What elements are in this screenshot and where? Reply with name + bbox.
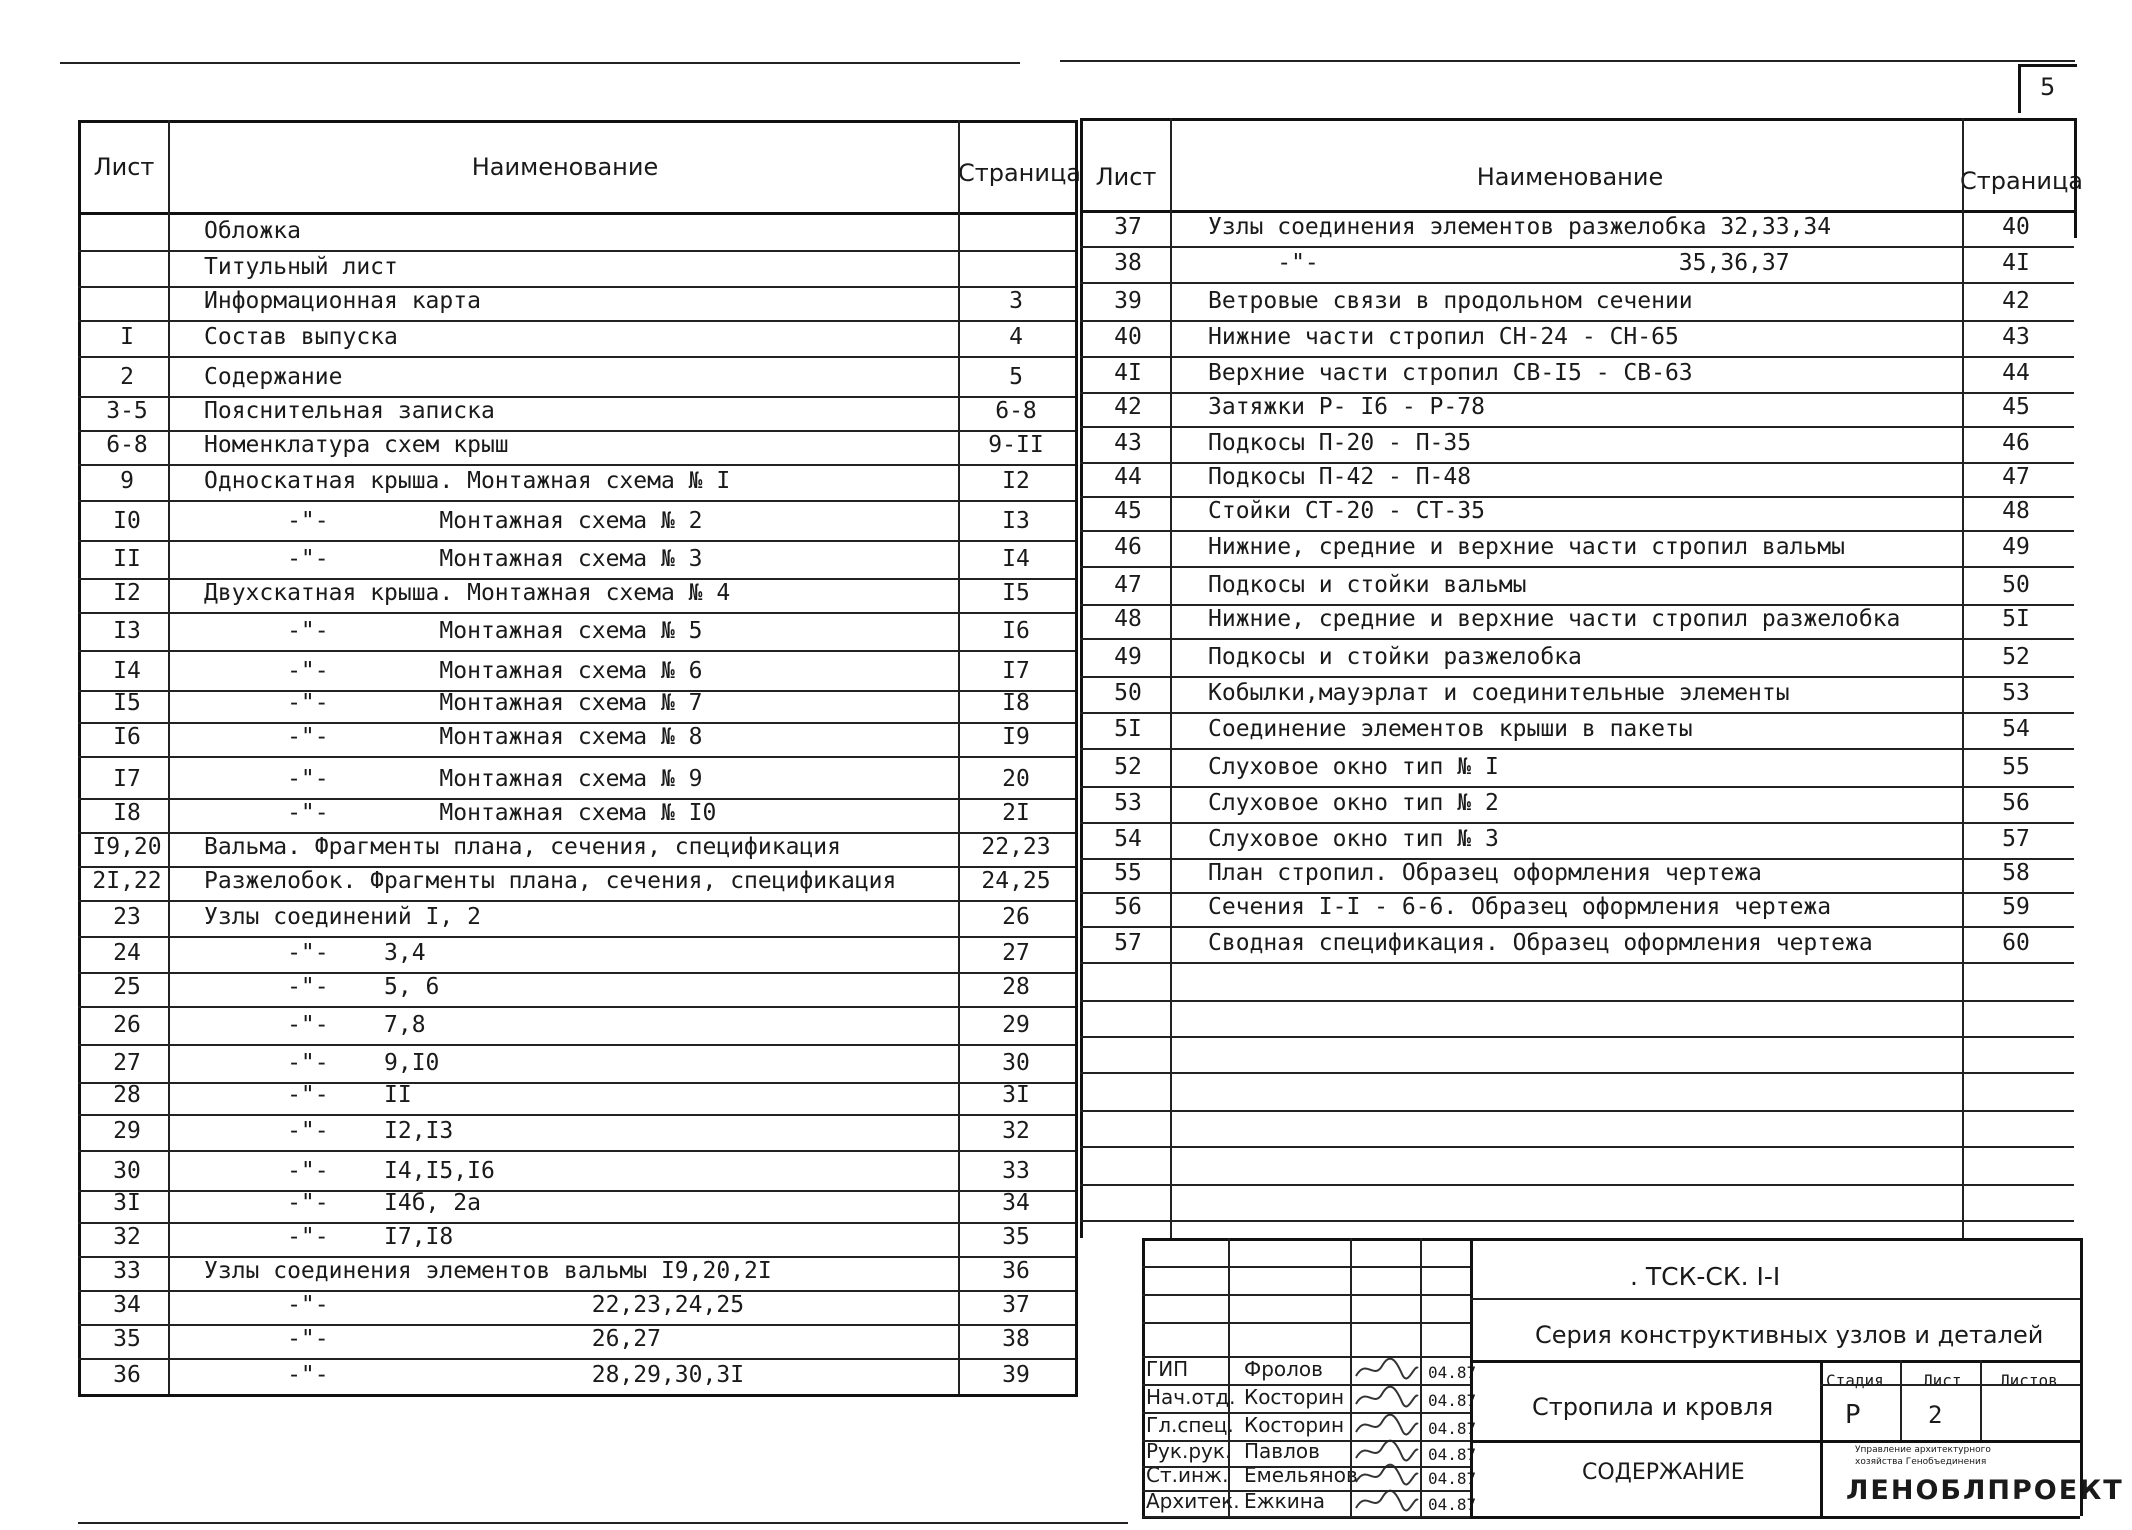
right-row-rule	[1080, 530, 2074, 532]
left-row-sheet: I3	[113, 618, 141, 644]
left-row-name: -"- 9,I0	[204, 1050, 440, 1076]
right-row-page: 5I	[2002, 606, 2030, 632]
left-row-page: 9-II	[988, 432, 1044, 458]
left-row-sheet: 34	[113, 1292, 141, 1318]
signature-icon	[1352, 1384, 1422, 1410]
left-row-page: 20	[1002, 766, 1030, 792]
org-line-2: хозяйства Генобъединения	[1855, 1457, 1987, 1467]
sheet-label: Лист	[1923, 1371, 1962, 1390]
left-row-sheet: 32	[113, 1224, 141, 1250]
left-row-page: 22,23	[981, 834, 1051, 860]
right-row-rule	[1080, 926, 2074, 928]
right-row-rule	[1080, 426, 2074, 428]
left-row-rule	[78, 1190, 1075, 1192]
right-row-sheet: 53	[1114, 790, 1142, 816]
right-row-sheet: 55	[1114, 860, 1142, 886]
left-row-sheet: I5	[113, 690, 141, 716]
left-row-sheet: I7	[113, 766, 141, 792]
left-row-name: -"- I2,I3	[204, 1118, 454, 1144]
left-row-rule	[78, 690, 1075, 692]
org-line-1: Управление архитектурного	[1855, 1445, 1991, 1455]
left-table-right-edge	[1075, 120, 1078, 1395]
right-row-rule	[1080, 604, 2074, 606]
right-row-rule	[1080, 822, 2074, 824]
left-row-name: -"- I4б, 2а	[204, 1190, 481, 1216]
left-row-sheet: I6	[113, 724, 141, 750]
right-row-rule	[1080, 496, 2074, 498]
left-row-name: Пояснительная записка	[204, 398, 495, 424]
left-row-name: -"- 3,4	[204, 940, 426, 966]
right-row-rule	[1080, 320, 2074, 322]
left-row-sheet: 28	[113, 1082, 141, 1108]
signer-row-rule	[1142, 1466, 1470, 1468]
right-row-page: 46	[2002, 430, 2030, 456]
left-row-page: I9	[1002, 724, 1030, 750]
left-row-rule	[78, 866, 1075, 868]
right-row-sheet: 40	[1114, 324, 1142, 350]
left-row-name: -"- Монтажная схема № 5	[204, 618, 703, 644]
right-row-page: 54	[2002, 716, 2030, 742]
left-row-name: Состав выпуска	[204, 324, 398, 350]
right-empty-row-rule	[1080, 1184, 2074, 1186]
left-row-page: 4	[1009, 324, 1023, 350]
top-rule	[60, 62, 1020, 64]
left-row-rule	[78, 832, 1075, 834]
left-row-sheet: 33	[113, 1258, 141, 1284]
right-row-page: 48	[2002, 498, 2030, 524]
left-header-name: Наименование	[471, 153, 659, 181]
right-row-page: 52	[2002, 644, 2030, 670]
right-row-rule	[1080, 392, 2074, 394]
signer-name: Ежкина	[1244, 1489, 1326, 1513]
signer-empty-row-rule	[1142, 1356, 1470, 1358]
left-row-name: Разжелобок. Фрагменты плана, сечения, спецификация	[204, 868, 897, 894]
right-row-sheet: 5I	[1114, 716, 1142, 742]
signer-role: Рук.рук.	[1146, 1439, 1232, 1463]
signer-role: Нач.отд.	[1146, 1385, 1236, 1409]
left-row-page: 2I	[1002, 800, 1030, 826]
left-row-rule	[78, 936, 1075, 938]
signer-name-col-rule	[1350, 1238, 1352, 1516]
right-row-rule	[1080, 858, 2074, 860]
signer-role-col-rule	[1228, 1238, 1230, 1516]
right-row-sheet: 48	[1114, 606, 1142, 632]
right-row-sheet: 56	[1114, 894, 1142, 920]
title-code: . ТСК-СК. I-I	[1630, 1262, 1781, 1291]
left-row-name: -"- 26,27	[204, 1326, 661, 1352]
right-row-rule	[1080, 566, 2074, 568]
signer-row-rule	[1142, 1384, 1470, 1386]
left-row-rule	[78, 722, 1075, 724]
left-row-name: -"- Монтажная схема № 2	[204, 508, 703, 534]
left-row-page: 33	[1002, 1158, 1030, 1184]
right-row-name: Стойки СТ-20 - СТ-35	[1208, 498, 1485, 524]
left-row-sheet: 25	[113, 974, 141, 1000]
left-row-sheet: I	[120, 324, 134, 350]
right-row-name: Затяжки Р- I6 - Р-78	[1208, 394, 1485, 420]
right-row-page: 4I	[2002, 250, 2030, 276]
right-row-page: 40	[2002, 214, 2030, 240]
right-row-rule	[1080, 462, 2074, 464]
signer-date: 04.87	[1428, 1419, 1477, 1438]
right-row-name: Подкосы и стойки разжелобка	[1208, 644, 1582, 670]
left-row-rule	[78, 972, 1075, 974]
left-row-sheet: 30	[113, 1158, 141, 1184]
left-table-top-rule	[78, 120, 1075, 123]
title-code-rule	[1470, 1298, 2080, 1300]
right-row-rule	[1080, 356, 2074, 358]
left-row-rule	[78, 900, 1075, 902]
right-row-sheet: 46	[1114, 534, 1142, 560]
signer-empty-row-rule	[1142, 1294, 1470, 1296]
right-row-page: 47	[2002, 464, 2030, 490]
title-label-rule	[1820, 1384, 2080, 1386]
signer-date: 04.87	[1428, 1363, 1477, 1382]
right-empty-row-rule	[1080, 1036, 2074, 1038]
top-rule-right	[1060, 60, 2075, 62]
left-row-rule	[78, 356, 1075, 358]
right-empty-row-rule	[1080, 1220, 2074, 1222]
left-row-rule	[78, 1006, 1075, 1008]
right-row-page: 57	[2002, 826, 2030, 852]
right-row-name: Нижние, средние и верхние части стропил разжелобка	[1208, 606, 1901, 632]
right-row-name: Сводная спецификация. Образец оформления чертежа	[1208, 930, 1873, 956]
left-row-sheet: I4	[113, 658, 141, 684]
left-row-name: -"- Монтажная схема № 8	[204, 724, 703, 750]
right-row-sheet: 4I	[1114, 360, 1142, 386]
left-row-page: 29	[1002, 1012, 1030, 1038]
left-row-page: 36	[1002, 1258, 1030, 1284]
left-row-rule	[78, 540, 1075, 542]
sheets-label: Листов	[2000, 1371, 2058, 1390]
left-row-page: 3I	[1002, 1082, 1030, 1108]
left-row-rule	[78, 464, 1075, 466]
right-row-page: 44	[2002, 360, 2030, 386]
right-empty-row-rule	[1080, 1072, 2074, 1074]
title-section: Стропила и кровля	[1532, 1393, 1774, 1421]
right-row-rule	[1080, 638, 2074, 640]
left-row-name: -"- Монтажная схема № 7	[204, 690, 703, 716]
right-row-rule	[1080, 676, 2074, 678]
signer-row-rule	[1142, 1440, 1470, 1442]
right-row-sheet: 37	[1114, 214, 1142, 240]
left-header-sheet: Лист	[93, 153, 155, 181]
right-row-sheet: 38	[1114, 250, 1142, 276]
left-row-sheet: 29	[113, 1118, 141, 1144]
right-row-name: Нижние, средние и верхние части стропил вальмы	[1208, 534, 1845, 560]
right-row-sheet: 50	[1114, 680, 1142, 706]
right-empty-row-rule	[1080, 1146, 2074, 1148]
left-row-rule	[78, 1324, 1075, 1326]
left-row-page: 27	[1002, 940, 1030, 966]
right-row-sheet: 45	[1114, 498, 1142, 524]
right-empty-row-rule	[1080, 1110, 2074, 1112]
left-row-page: 37	[1002, 1292, 1030, 1318]
right-row-name: Ветровые связи в продольном сечении	[1208, 288, 1693, 314]
left-row-sheet: 35	[113, 1326, 141, 1352]
left-row-page: I4	[1002, 546, 1030, 572]
left-row-page: I7	[1002, 658, 1030, 684]
left-row-sheet: 2	[120, 364, 134, 390]
left-row-sheet: 9	[120, 468, 134, 494]
right-row-sheet: 43	[1114, 430, 1142, 456]
left-row-sheet: 27	[113, 1050, 141, 1076]
left-row-sheet: I8	[113, 800, 141, 826]
title-section-rule	[1470, 1440, 2080, 1443]
left-row-rule	[78, 1222, 1075, 1224]
left-row-rule	[78, 1082, 1075, 1084]
left-row-name: -"- Монтажная схема № 9	[204, 766, 703, 792]
left-row-rule	[78, 286, 1075, 288]
title-block-divider	[1470, 1238, 1473, 1516]
right-row-page: 59	[2002, 894, 2030, 920]
signer-role: Гл.спец.	[1146, 1413, 1234, 1437]
right-row-name: Подкосы и стойки вальмы	[1208, 572, 1527, 598]
left-row-page: 5	[1009, 364, 1023, 390]
left-row-name: -"- I7,I8	[204, 1224, 454, 1250]
left-row-page: I6	[1002, 618, 1030, 644]
right-header-page: Страница	[1960, 167, 2084, 195]
left-row-rule	[78, 1044, 1075, 1046]
right-row-page: 56	[2002, 790, 2030, 816]
left-header-rule	[78, 212, 1075, 215]
left-row-rule	[78, 650, 1075, 652]
left-row-name: -"- Монтажная схема № 6	[204, 658, 703, 684]
signer-row-rule	[1142, 1412, 1470, 1414]
left-row-rule	[78, 500, 1075, 502]
signer-role: Ст.инж.	[1146, 1463, 1229, 1487]
left-row-rule	[78, 430, 1075, 432]
left-row-name: -"- Монтажная схема № 3	[204, 546, 703, 572]
left-row-page: 26	[1002, 904, 1030, 930]
signer-sign-col-rule	[1420, 1238, 1422, 1516]
right-row-rule	[1080, 786, 2074, 788]
right-row-sheet: 44	[1114, 464, 1142, 490]
right-row-rule	[1080, 962, 2074, 964]
left-row-page: 3	[1009, 288, 1023, 314]
left-row-rule	[78, 798, 1075, 800]
title-block-right	[2080, 1238, 2083, 1516]
title-sheet-col-rule	[1980, 1360, 1982, 1440]
right-header-sheet: Лист	[1095, 163, 1157, 191]
signer-date: 04.87	[1428, 1391, 1477, 1410]
signer-name: Павлов	[1244, 1439, 1320, 1463]
signer-role: Архитек.	[1146, 1489, 1240, 1513]
left-row-rule	[78, 612, 1075, 614]
right-header-name: Наименование	[1476, 163, 1664, 191]
left-row-page: 28	[1002, 974, 1030, 1000]
signature-icon	[1352, 1356, 1422, 1382]
right-row-name: Подкосы П-42 - П-48	[1208, 464, 1472, 490]
signer-role: ГИП	[1146, 1357, 1189, 1381]
left-row-rule	[78, 250, 1075, 252]
left-row-rule	[78, 396, 1075, 398]
stage-label: Стадия	[1826, 1371, 1884, 1390]
right-row-name: Слуховое окно тип № 3	[1208, 826, 1499, 852]
right-row-sheet: 49	[1114, 644, 1142, 670]
left-row-rule	[78, 1114, 1075, 1116]
right-row-name: Верхние части стропил СВ-I5 - СВ-63	[1208, 360, 1693, 386]
left-row-name: Односкатная крыша. Монтажная схема № I	[204, 468, 731, 494]
right-row-name: Сечения I-I - 6-6. Образец оформления чертежа	[1208, 894, 1832, 920]
org-name: ЛЕНОБЛПРОЕКТ	[1846, 1475, 2124, 1506]
left-header-page: Страница	[958, 159, 1082, 187]
right-table-top-rule	[1080, 118, 2074, 121]
right-table-edge	[1080, 118, 1083, 1238]
title-block-top	[1142, 1238, 2080, 1241]
right-row-name: Слуховое окно тип № I	[1208, 754, 1499, 780]
signer-empty-row-rule	[1142, 1322, 1470, 1324]
right-row-name: Соединение элементов крыши в пакеты	[1208, 716, 1693, 742]
right-empty-row-rule	[1080, 1000, 2074, 1002]
right-row-name: Узлы соединения элементов разжелобка 32,33,34	[1208, 214, 1832, 240]
right-row-name: Подкосы П-20 - П-35	[1208, 430, 1472, 456]
left-row-sheet: 24	[113, 940, 141, 966]
sheet-value: 2	[1928, 1401, 1943, 1429]
left-row-rule	[78, 1358, 1075, 1360]
left-row-name: Узлы соединений I, 2	[204, 904, 481, 930]
right-row-sheet: 42	[1114, 394, 1142, 420]
left-row-name: -"- 22,23,24,25	[204, 1292, 745, 1318]
left-row-page: I5	[1002, 580, 1030, 606]
left-row-sheet: 3I	[113, 1190, 141, 1216]
right-row-page: 55	[2002, 754, 2030, 780]
left-row-sheet: II	[113, 546, 141, 572]
left-row-name: Двухскатная крыша. Монтажная схема № 4	[204, 580, 731, 606]
left-row-page: 39	[1002, 1362, 1030, 1388]
right-row-page: 60	[2002, 930, 2030, 956]
right-row-name: Слуховое окно тип № 2	[1208, 790, 1499, 816]
right-row-sheet: 39	[1114, 288, 1142, 314]
stage-value: Р	[1845, 1400, 1861, 1430]
right-row-rule	[1080, 246, 2074, 248]
left-row-sheet: 6-8	[106, 432, 148, 458]
title-stage-col-rule	[1900, 1360, 1902, 1440]
right-row-name: План стропил. Образец оформления чертежа	[1208, 860, 1762, 886]
right-row-page: 49	[2002, 534, 2030, 560]
left-row-name: -"- 28,29,30,3I	[204, 1362, 745, 1388]
left-row-name: Обложка	[204, 218, 301, 244]
left-row-sheet: I0	[113, 508, 141, 534]
left-row-page: 35	[1002, 1224, 1030, 1250]
left-row-sheet: I2	[113, 580, 141, 606]
right-row-page: 43	[2002, 324, 2030, 350]
signer-date: 04.87	[1428, 1469, 1477, 1488]
right-row-name: Кобылки,мауэрлат и соединительные элементы	[1208, 680, 1790, 706]
left-row-page: 34	[1002, 1190, 1030, 1216]
left-row-name: -"- Монтажная схема № I0	[204, 800, 717, 826]
signer-date: 04.87	[1428, 1495, 1477, 1514]
right-row-page: 58	[2002, 860, 2030, 886]
left-row-name: Номенклатура схем крыш	[204, 432, 509, 458]
right-row-rule	[1080, 748, 2074, 750]
left-row-page: 6-8	[995, 398, 1037, 424]
left-row-sheet: 2I,22	[92, 868, 162, 894]
left-row-name: -"- II	[204, 1082, 412, 1108]
page-bottom-rule	[78, 1522, 1128, 1524]
title-block-left	[1142, 1238, 1145, 1516]
left-row-name: Вальма. Фрагменты плана, сечения, спецификация	[204, 834, 841, 860]
left-row-name: -"- I4,I5,I6	[204, 1158, 495, 1184]
right-row-sheet: 54	[1114, 826, 1142, 852]
left-row-page: I8	[1002, 690, 1030, 716]
right-row-rule	[1080, 892, 2074, 894]
title-series-rule	[1470, 1360, 2080, 1363]
left-row-page: 38	[1002, 1326, 1030, 1352]
left-row-page: I3	[1002, 508, 1030, 534]
signer-row-rule	[1142, 1516, 1470, 1518]
left-row-page: 30	[1002, 1050, 1030, 1076]
signer-name: Емельянов	[1244, 1463, 1358, 1487]
right-row-sheet: 57	[1114, 930, 1142, 956]
right-row-rule	[1080, 282, 2074, 284]
right-row-sheet: 52	[1114, 754, 1142, 780]
right-page-col-rule	[1962, 118, 1964, 1238]
left-row-name: -"- 5, 6	[204, 974, 440, 1000]
left-row-rule	[78, 320, 1075, 322]
left-row-sheet: I9,20	[92, 834, 162, 860]
left-row-sheet: 26	[113, 1012, 141, 1038]
right-row-page: 45	[2002, 394, 2030, 420]
left-row-name: Информационная карта	[204, 288, 481, 314]
signer-row-rule	[1142, 1490, 1470, 1492]
right-table-right-edge	[2074, 118, 2077, 238]
right-row-rule	[1080, 712, 2074, 714]
left-row-sheet: 36	[113, 1362, 141, 1388]
left-row-sheet: 3-5	[106, 398, 148, 424]
left-row-name: Титульный лист	[204, 254, 398, 280]
signer-empty-row-rule	[1142, 1266, 1470, 1268]
right-row-name: Нижние части стропил СН-24 - СН-65	[1208, 324, 1679, 350]
left-row-page: 24,25	[981, 868, 1051, 894]
left-row-rule	[78, 1150, 1075, 1152]
left-row-rule	[78, 1290, 1075, 1292]
right-row-page: 53	[2002, 680, 2030, 706]
left-row-rule	[78, 1256, 1075, 1258]
left-table-bottom-rule	[78, 1394, 1078, 1397]
signature-icon	[1352, 1412, 1422, 1438]
title-series: Серия конструктивных узлов и деталей	[1535, 1321, 2044, 1349]
left-row-rule	[78, 756, 1075, 758]
left-row-sheet: 23	[113, 904, 141, 930]
right-row-sheet: 47	[1114, 572, 1142, 598]
left-row-name: -"- 7,8	[204, 1012, 426, 1038]
left-row-page: I2	[1002, 468, 1030, 494]
signer-name: Косторин	[1244, 1413, 1345, 1437]
right-row-name: -"- 35,36,37	[1208, 250, 1790, 276]
signer-date: 04.87	[1428, 1445, 1477, 1464]
title-doc-title: СОДЕРЖАНИЕ	[1582, 1460, 1745, 1485]
page-number: 5	[2040, 73, 2056, 101]
left-row-page: 32	[1002, 1118, 1030, 1144]
left-row-rule	[78, 578, 1075, 580]
right-sheet-col-rule	[1170, 118, 1172, 1238]
right-row-page: 42	[2002, 288, 2030, 314]
signer-name: Косторин	[1244, 1385, 1345, 1409]
left-row-name: Узлы соединения элементов вальмы I9,20,2I	[204, 1258, 772, 1284]
right-header-rule	[1080, 210, 2074, 213]
right-row-page: 50	[2002, 572, 2030, 598]
signer-name: Фролов	[1244, 1357, 1323, 1381]
left-row-name: Содержание	[204, 364, 343, 390]
